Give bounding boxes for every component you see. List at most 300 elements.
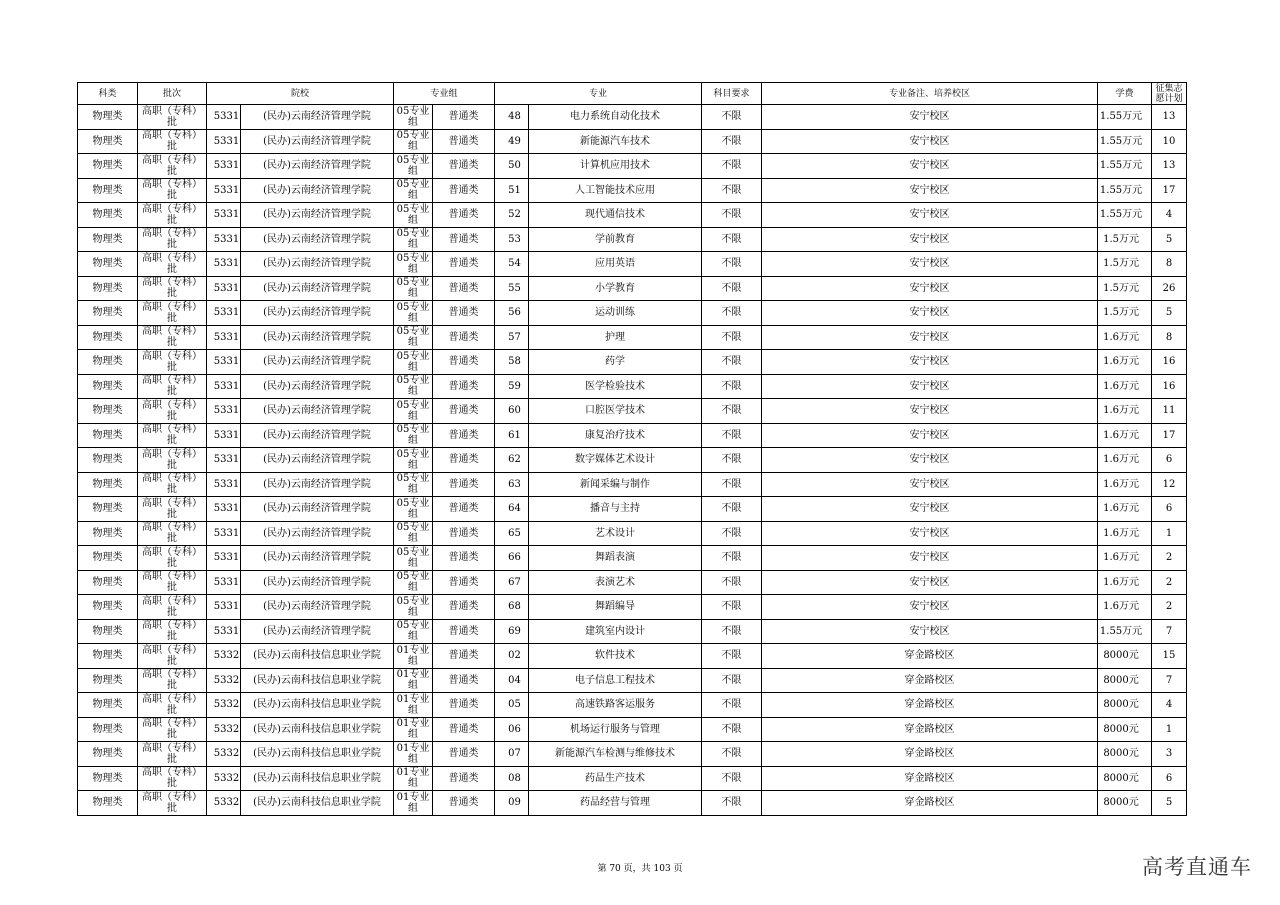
header-pici: 批次 <box>138 83 207 105</box>
cell-type: 普通类 <box>433 203 495 228</box>
cell-pici: 高职（专科）批 <box>138 742 207 767</box>
cell-pici: 高职（专科）批 <box>138 325 207 350</box>
cell-subject-req: 不限 <box>702 129 762 154</box>
cell-major-name: 护理 <box>529 325 702 350</box>
cell-pici: 高职（专科）批 <box>138 472 207 497</box>
cell-major-code: 52 <box>495 203 529 228</box>
cell-major-code: 06 <box>495 717 529 742</box>
cell-campus: 安宁校区 <box>762 423 1098 448</box>
cell-pici: 高职（专科）批 <box>138 766 207 791</box>
cell-school-name: (民办)云南科技信息职业学院 <box>241 644 394 669</box>
cell-school-name: (民办)云南科技信息职业学院 <box>241 742 394 767</box>
table-row <box>78 521 1187 546</box>
cell-school-name: (民办)云南科技信息职业学院 <box>241 693 394 718</box>
cell-major-code: 02 <box>495 644 529 669</box>
cell-school-name: (民办)云南经济管理学院 <box>241 595 394 620</box>
cell-subject-req: 不限 <box>702 448 762 473</box>
cell-major-code: 53 <box>495 227 529 252</box>
cell-major-code: 50 <box>495 154 529 179</box>
cell-type: 普通类 <box>433 374 495 399</box>
cell-major-name: 艺术设计 <box>529 521 702 546</box>
cell-group: 01专业组 <box>394 668 433 693</box>
cell-subject-req: 不限 <box>702 693 762 718</box>
cell-type: 普通类 <box>433 252 495 277</box>
cell-major-name: 计算机应用技术 <box>529 154 702 179</box>
cell-pici: 高职（专科）批 <box>138 129 207 154</box>
cell-major-name: 人工智能技术应用 <box>529 178 702 203</box>
cell-campus: 安宁校区 <box>762 619 1098 644</box>
cell-school-name: (民办)云南经济管理学院 <box>241 472 394 497</box>
table-row <box>78 668 1187 693</box>
cell-major-code: 62 <box>495 448 529 473</box>
table-row <box>78 717 1187 742</box>
cell-campus: 穿金路校区 <box>762 717 1098 742</box>
cell-kelei: 物理类 <box>78 154 138 179</box>
cell-school-code: 5332 <box>207 791 241 816</box>
cell-school-name: (民办)云南经济管理学院 <box>241 227 394 252</box>
cell-subject-req: 不限 <box>702 203 762 228</box>
cell-major-name: 表演艺术 <box>529 570 702 595</box>
cell-school-name: (民办)云南经济管理学院 <box>241 546 394 571</box>
cell-group: 05专业组 <box>394 521 433 546</box>
cell-group: 05专业组 <box>394 350 433 375</box>
cell-major-name: 高速铁路客运服务 <box>529 693 702 718</box>
cell-kelei: 物理类 <box>78 325 138 350</box>
cell-campus: 安宁校区 <box>762 252 1098 277</box>
cell-subject-req: 不限 <box>702 644 762 669</box>
cell-plan: 2 <box>1152 546 1187 571</box>
cell-campus: 安宁校区 <box>762 154 1098 179</box>
cell-plan: 12 <box>1152 472 1187 497</box>
cell-school-name: (民办)云南科技信息职业学院 <box>241 791 394 816</box>
cell-group: 05专业组 <box>394 374 433 399</box>
table-row <box>78 644 1187 669</box>
cell-subject-req: 不限 <box>702 472 762 497</box>
cell-pici: 高职（专科）批 <box>138 521 207 546</box>
cell-group: 05专业组 <box>394 619 433 644</box>
cell-subject-req: 不限 <box>702 423 762 448</box>
cell-group: 05专业组 <box>394 448 433 473</box>
cell-kelei: 物理类 <box>78 570 138 595</box>
cell-kelei: 物理类 <box>78 595 138 620</box>
cell-group: 05专业组 <box>394 325 433 350</box>
cell-school-code: 5331 <box>207 227 241 252</box>
cell-type: 普通类 <box>433 448 495 473</box>
cell-kelei: 物理类 <box>78 374 138 399</box>
cell-type: 普通类 <box>433 178 495 203</box>
cell-type: 普通类 <box>433 154 495 179</box>
cell-major-code: 60 <box>495 399 529 424</box>
cell-school-code: 5332 <box>207 717 241 742</box>
cell-pici: 高职（专科）批 <box>138 276 207 301</box>
cell-school-name: (民办)云南经济管理学院 <box>241 423 394 448</box>
cell-subject-req: 不限 <box>702 742 762 767</box>
cell-school-code: 5331 <box>207 570 241 595</box>
cell-school-name: (民办)云南经济管理学院 <box>241 154 394 179</box>
cell-pici: 高职（专科）批 <box>138 497 207 522</box>
cell-major-code: 54 <box>495 252 529 277</box>
cell-kelei: 物理类 <box>78 521 138 546</box>
cell-school-code: 5332 <box>207 766 241 791</box>
cell-major-name: 播音与主持 <box>529 497 702 522</box>
table-row <box>78 154 1187 179</box>
cell-major-name: 康复治疗技术 <box>529 423 702 448</box>
cell-plan: 15 <box>1152 644 1187 669</box>
cell-campus: 安宁校区 <box>762 472 1098 497</box>
table-row <box>78 129 1187 154</box>
cell-plan: 1 <box>1152 717 1187 742</box>
table-row <box>78 252 1187 277</box>
cell-pici: 高职（专科）批 <box>138 791 207 816</box>
cell-group: 01专业组 <box>394 791 433 816</box>
cell-group: 05专业组 <box>394 399 433 424</box>
cell-major-name: 口腔医学技术 <box>529 399 702 424</box>
cell-subject-req: 不限 <box>702 619 762 644</box>
cell-major-code: 63 <box>495 472 529 497</box>
table-row <box>78 497 1187 522</box>
cell-kelei: 物理类 <box>78 252 138 277</box>
cell-fee: 8000元 <box>1098 693 1152 718</box>
cell-campus: 安宁校区 <box>762 178 1098 203</box>
cell-fee: 1.55万元 <box>1098 105 1152 130</box>
cell-school-code: 5331 <box>207 350 241 375</box>
cell-campus: 安宁校区 <box>762 227 1098 252</box>
cell-fee: 1.55万元 <box>1098 129 1152 154</box>
cell-kelei: 物理类 <box>78 399 138 424</box>
cell-type: 普通类 <box>433 619 495 644</box>
cell-kelei: 物理类 <box>78 105 138 130</box>
cell-campus: 安宁校区 <box>762 129 1098 154</box>
cell-pici: 高职（专科）批 <box>138 203 207 228</box>
cell-major-name: 电子信息工程技术 <box>529 668 702 693</box>
cell-school-code: 5331 <box>207 521 241 546</box>
cell-school-name: (民办)云南经济管理学院 <box>241 497 394 522</box>
cell-plan: 16 <box>1152 374 1187 399</box>
cell-type: 普通类 <box>433 570 495 595</box>
cell-campus: 安宁校区 <box>762 301 1098 326</box>
table-row <box>78 619 1187 644</box>
cell-fee: 8000元 <box>1098 742 1152 767</box>
cell-school-code: 5331 <box>207 472 241 497</box>
table-body <box>78 105 1187 816</box>
cell-group: 05专业组 <box>394 301 433 326</box>
cell-type: 普通类 <box>433 399 495 424</box>
cell-major-code: 66 <box>495 546 529 571</box>
cell-subject-req: 不限 <box>702 399 762 424</box>
cell-pici: 高职（专科）批 <box>138 178 207 203</box>
table-row <box>78 570 1187 595</box>
cell-major-name: 电力系统自动化技术 <box>529 105 702 130</box>
cell-subject-req: 不限 <box>702 105 762 130</box>
cell-school-name: (民办)云南经济管理学院 <box>241 521 394 546</box>
cell-pici: 高职（专科）批 <box>138 595 207 620</box>
cell-group: 05专业组 <box>394 227 433 252</box>
table-row <box>78 766 1187 791</box>
cell-major-code: 59 <box>495 374 529 399</box>
cell-pici: 高职（专科）批 <box>138 252 207 277</box>
cell-plan: 13 <box>1152 154 1187 179</box>
cell-type: 普通类 <box>433 595 495 620</box>
header-kemu: 科目要求 <box>702 83 762 105</box>
cell-school-code: 5332 <box>207 668 241 693</box>
header-xuefei: 学费 <box>1098 83 1152 105</box>
cell-subject-req: 不限 <box>702 497 762 522</box>
cell-major-code: 69 <box>495 619 529 644</box>
table-row <box>78 448 1187 473</box>
cell-kelei: 物理类 <box>78 227 138 252</box>
cell-type: 普通类 <box>433 766 495 791</box>
cell-school-name: (民办)云南经济管理学院 <box>241 570 394 595</box>
cell-major-code: 65 <box>495 521 529 546</box>
cell-major-code: 57 <box>495 325 529 350</box>
cell-kelei: 物理类 <box>78 448 138 473</box>
cell-school-name: (民办)云南经济管理学院 <box>241 301 394 326</box>
cell-pici: 高职（专科）批 <box>138 105 207 130</box>
cell-type: 普通类 <box>433 301 495 326</box>
cell-pici: 高职（专科）批 <box>138 423 207 448</box>
cell-group: 01专业组 <box>394 742 433 767</box>
cell-group: 05专业组 <box>394 203 433 228</box>
cell-major-code: 05 <box>495 693 529 718</box>
cell-school-code: 5331 <box>207 105 241 130</box>
table-row <box>78 350 1187 375</box>
cell-campus: 穿金路校区 <box>762 668 1098 693</box>
page-number-footer: 第 70 页，共 103 页 <box>597 864 683 874</box>
table-row <box>78 546 1187 571</box>
cell-plan: 8 <box>1152 252 1187 277</box>
cell-fee: 1.55万元 <box>1098 619 1152 644</box>
cell-plan: 4 <box>1152 203 1187 228</box>
cell-type: 普通类 <box>433 644 495 669</box>
table-row <box>78 325 1187 350</box>
cell-major-name: 应用英语 <box>529 252 702 277</box>
cell-group: 05专业组 <box>394 105 433 130</box>
cell-school-name: (民办)云南经济管理学院 <box>241 276 394 301</box>
cell-group: 05专业组 <box>394 252 433 277</box>
cell-major-code: 49 <box>495 129 529 154</box>
cell-fee: 1.6万元 <box>1098 350 1152 375</box>
cell-subject-req: 不限 <box>702 301 762 326</box>
cell-kelei: 物理类 <box>78 668 138 693</box>
cell-plan: 7 <box>1152 619 1187 644</box>
cell-fee: 1.6万元 <box>1098 472 1152 497</box>
cell-subject-req: 不限 <box>702 227 762 252</box>
cell-plan: 11 <box>1152 399 1187 424</box>
cell-group: 01专业组 <box>394 644 433 669</box>
cell-major-name: 数字媒体艺术设计 <box>529 448 702 473</box>
cell-group: 05专业组 <box>394 423 433 448</box>
table-row <box>78 742 1187 767</box>
table-row <box>78 693 1187 718</box>
cell-fee: 8000元 <box>1098 766 1152 791</box>
cell-school-code: 5331 <box>207 325 241 350</box>
cell-plan: 5 <box>1152 227 1187 252</box>
cell-subject-req: 不限 <box>702 766 762 791</box>
cell-major-code: 61 <box>495 423 529 448</box>
cell-type: 普通类 <box>433 791 495 816</box>
cell-plan: 7 <box>1152 668 1187 693</box>
header-zhuanyezu: 专业组 <box>394 83 495 105</box>
cell-school-name: (民办)云南经济管理学院 <box>241 252 394 277</box>
table-row <box>78 276 1187 301</box>
cell-fee: 8000元 <box>1098 644 1152 669</box>
cell-pici: 高职（专科）批 <box>138 717 207 742</box>
cell-fee: 1.6万元 <box>1098 497 1152 522</box>
cell-campus: 安宁校区 <box>762 448 1098 473</box>
cell-subject-req: 不限 <box>702 252 762 277</box>
cell-major-name: 小学教育 <box>529 276 702 301</box>
cell-type: 普通类 <box>433 325 495 350</box>
cell-kelei: 物理类 <box>78 178 138 203</box>
cell-plan: 1 <box>1152 521 1187 546</box>
table-row <box>78 105 1187 130</box>
cell-group: 05专业组 <box>394 129 433 154</box>
cell-fee: 1.6万元 <box>1098 399 1152 424</box>
cell-subject-req: 不限 <box>702 595 762 620</box>
cell-major-name: 机场运行服务与管理 <box>529 717 702 742</box>
cell-school-code: 5332 <box>207 742 241 767</box>
cell-subject-req: 不限 <box>702 668 762 693</box>
header-beizhu: 专业备注、培养校区 <box>762 83 1098 105</box>
cell-type: 普通类 <box>433 742 495 767</box>
cell-fee: 8000元 <box>1098 668 1152 693</box>
cell-plan: 16 <box>1152 350 1187 375</box>
cell-kelei: 物理类 <box>78 301 138 326</box>
cell-major-code: 55 <box>495 276 529 301</box>
cell-kelei: 物理类 <box>78 619 138 644</box>
cell-plan: 2 <box>1152 595 1187 620</box>
cell-major-code: 07 <box>495 742 529 767</box>
cell-type: 普通类 <box>433 521 495 546</box>
cell-major-name: 药品经营与管理 <box>529 791 702 816</box>
cell-fee: 1.5万元 <box>1098 276 1152 301</box>
cell-school-name: (民办)云南科技信息职业学院 <box>241 766 394 791</box>
cell-pici: 高职（专科）批 <box>138 546 207 571</box>
cell-campus: 穿金路校区 <box>762 791 1098 816</box>
cell-school-code: 5331 <box>207 178 241 203</box>
cell-campus: 安宁校区 <box>762 203 1098 228</box>
cell-plan: 26 <box>1152 276 1187 301</box>
table-row <box>78 374 1187 399</box>
cell-subject-req: 不限 <box>702 546 762 571</box>
cell-group: 05专业组 <box>394 178 433 203</box>
cell-plan: 6 <box>1152 766 1187 791</box>
cell-plan: 5 <box>1152 791 1187 816</box>
cell-group: 05专业组 <box>394 472 433 497</box>
cell-kelei: 物理类 <box>78 717 138 742</box>
cell-kelei: 物理类 <box>78 546 138 571</box>
cell-pici: 高职（专科）批 <box>138 350 207 375</box>
cell-major-name: 学前教育 <box>529 227 702 252</box>
cell-kelei: 物理类 <box>78 497 138 522</box>
cell-school-name: (民办)云南经济管理学院 <box>241 105 394 130</box>
cell-group: 05专业组 <box>394 154 433 179</box>
cell-fee: 1.6万元 <box>1098 521 1152 546</box>
cell-major-code: 09 <box>495 791 529 816</box>
cell-school-code: 5331 <box>207 154 241 179</box>
cell-fee: 1.55万元 <box>1098 178 1152 203</box>
cell-fee: 1.6万元 <box>1098 546 1152 571</box>
table-row <box>78 791 1187 816</box>
cell-major-code: 56 <box>495 301 529 326</box>
cell-school-name: (民办)云南经济管理学院 <box>241 399 394 424</box>
cell-kelei: 物理类 <box>78 693 138 718</box>
cell-pici: 高职（专科）批 <box>138 154 207 179</box>
cell-pici: 高职（专科）批 <box>138 570 207 595</box>
cell-fee: 1.6万元 <box>1098 325 1152 350</box>
cell-plan: 17 <box>1152 178 1187 203</box>
cell-campus: 穿金路校区 <box>762 644 1098 669</box>
cell-pici: 高职（专科）批 <box>138 668 207 693</box>
cell-campus: 穿金路校区 <box>762 766 1098 791</box>
cell-school-name: (民办)云南经济管理学院 <box>241 619 394 644</box>
cell-school-code: 5331 <box>207 276 241 301</box>
cell-group: 01专业组 <box>394 717 433 742</box>
cell-campus: 安宁校区 <box>762 546 1098 571</box>
cell-school-code: 5331 <box>207 129 241 154</box>
cell-pici: 高职（专科）批 <box>138 693 207 718</box>
cell-plan: 4 <box>1152 693 1187 718</box>
cell-school-code: 5331 <box>207 423 241 448</box>
admission-plan-table <box>77 82 1187 816</box>
cell-fee: 1.6万元 <box>1098 570 1152 595</box>
cell-major-name: 药学 <box>529 350 702 375</box>
table-row <box>78 423 1187 448</box>
table-row <box>78 472 1187 497</box>
cell-type: 普通类 <box>433 546 495 571</box>
cell-subject-req: 不限 <box>702 178 762 203</box>
cell-group: 05专业组 <box>394 595 433 620</box>
cell-subject-req: 不限 <box>702 276 762 301</box>
cell-group: 05专业组 <box>394 570 433 595</box>
header-zhuanye: 专业 <box>495 83 702 105</box>
cell-fee: 1.6万元 <box>1098 595 1152 620</box>
cell-kelei: 物理类 <box>78 791 138 816</box>
cell-kelei: 物理类 <box>78 276 138 301</box>
cell-subject-req: 不限 <box>702 374 762 399</box>
cell-type: 普通类 <box>433 227 495 252</box>
cell-school-code: 5332 <box>207 693 241 718</box>
cell-plan: 5 <box>1152 301 1187 326</box>
cell-plan: 13 <box>1152 105 1187 130</box>
cell-school-name: (民办)云南科技信息职业学院 <box>241 717 394 742</box>
cell-plan: 6 <box>1152 497 1187 522</box>
cell-campus: 安宁校区 <box>762 374 1098 399</box>
table-row <box>78 595 1187 620</box>
watermark-logo: 高考直通车 <box>1142 855 1252 879</box>
cell-major-name: 新闻采编与制作 <box>529 472 702 497</box>
table-row <box>78 178 1187 203</box>
cell-group: 05专业组 <box>394 546 433 571</box>
cell-kelei: 物理类 <box>78 766 138 791</box>
cell-school-code: 5331 <box>207 546 241 571</box>
cell-pici: 高职（专科）批 <box>138 399 207 424</box>
cell-school-name: (民办)云南经济管理学院 <box>241 203 394 228</box>
cell-subject-req: 不限 <box>702 325 762 350</box>
cell-type: 普通类 <box>433 668 495 693</box>
cell-kelei: 物理类 <box>78 472 138 497</box>
header-kelei: 科类 <box>78 83 138 105</box>
cell-school-name: (民办)云南经济管理学院 <box>241 374 394 399</box>
cell-school-name: (民办)云南科技信息职业学院 <box>241 668 394 693</box>
table-header-row <box>78 83 1187 105</box>
cell-school-code: 5331 <box>207 203 241 228</box>
cell-school-name: (民办)云南经济管理学院 <box>241 129 394 154</box>
cell-subject-req: 不限 <box>702 521 762 546</box>
cell-kelei: 物理类 <box>78 129 138 154</box>
cell-fee: 1.5万元 <box>1098 227 1152 252</box>
cell-kelei: 物理类 <box>78 350 138 375</box>
